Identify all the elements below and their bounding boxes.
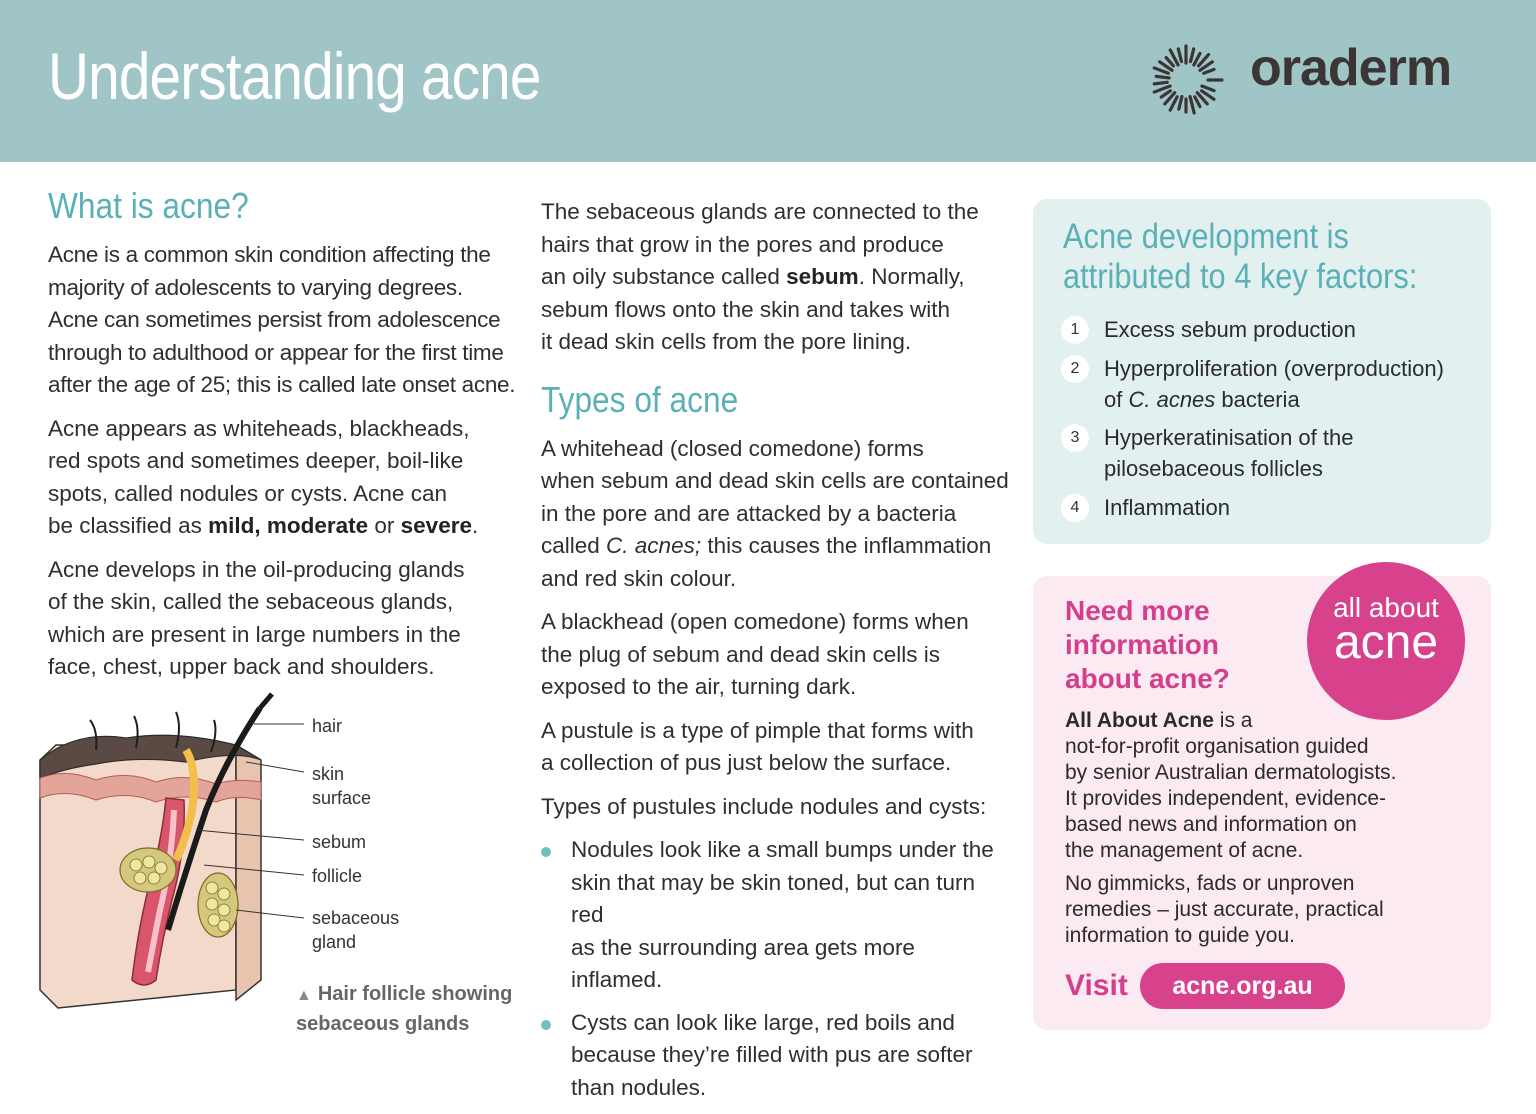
whitehead-text-end: this causes the inflammation and red skin colour.	[541, 533, 992, 591]
hair-follicle-diagram	[36, 690, 513, 1040]
badge-text-top: all about	[1333, 592, 1439, 623]
promo-paragraph-1	[1065, 708, 1465, 864]
website-link-button[interactable]: acne.org.au	[1140, 963, 1345, 1009]
p2-period: .	[471, 513, 479, 538]
bullet-text-cysts: Cysts can look like large, red boils and because they’re filled with pus are softer than nodules.	[571, 1009, 973, 1100]
pustule-types-list	[541, 834, 1011, 1104]
sebaceous-glands-paragraph	[541, 196, 1011, 359]
more-information-box	[1033, 576, 1491, 1030]
list-item	[541, 1007, 1011, 1105]
factor-text: Hyperkeratinisation of the pilosebaceous follicles	[1104, 425, 1354, 481]
bullet-text-nodules: Nodules look like a small bumps under the skin that may be skin toned, but can turn red as the surrounding area gets more inflamed.	[571, 837, 994, 992]
pustule-types-paragraph: Types of pustules include nodules and cysts:	[541, 793, 987, 819]
intro-text-end: . Normally, sebum flows onto the skin and takes with it dead skin cells from the pore lining.	[541, 264, 965, 354]
severity-mild-moderate: mild, moderate	[208, 513, 369, 538]
whitehead-text-start: A whitehead (closed comedone) forms when sebum and dead skin cells are contained in the pore and are attacked by a bacteria called	[541, 435, 1009, 558]
factor-text: Inflammation	[1104, 495, 1230, 520]
whitehead-paragraph	[541, 433, 1011, 596]
label-follicle: follicle	[312, 866, 363, 886]
key-factors-box	[1033, 199, 1491, 544]
factor-2-text-start: Hyperproliferation (overproduction) of	[1104, 356, 1444, 412]
bullet-dot-icon	[541, 847, 551, 857]
what-is-acne-paragraph-3: Acne develops in the oil-producing glands of the skin, called the sebaceous glands, which are present in large numbers in the face, chest, upper back and shoulders.	[48, 556, 465, 679]
triangle-up-icon: ▲	[296, 987, 312, 1004]
blackhead-paragraph: A blackhead (open comedone) forms when the plug of sebum and dead skin cells is exposed to the air, turning dark.	[541, 609, 969, 699]
label-sebum: sebum	[312, 832, 367, 852]
factor-2-text-end: bacteria	[1215, 387, 1300, 412]
factor-number: 1	[1061, 316, 1089, 344]
visit-label: Visit	[1065, 969, 1128, 1002]
key-factors-heading: Acne development is attributed to 4 key factors:	[1063, 217, 1418, 296]
oraderm-logo	[1146, 40, 1506, 110]
oraderm-sunburst-icon	[1146, 40, 1226, 120]
factor-number: 4	[1061, 494, 1089, 522]
p2-or: or	[368, 513, 401, 538]
types-of-acne-column	[541, 196, 1011, 1114]
factor-number: 3	[1061, 424, 1089, 452]
page-title: Understanding acne	[48, 39, 541, 113]
logo-text: oraderm	[1250, 39, 1452, 97]
skin-cross-section-illustration	[36, 690, 316, 1020]
what-is-acne-paragraph-1: Acne is a common skin condition affecting the majority of adolescents to varying degrees. Acne can sometimes persist from adolescence through to adulthood or appear for the first time after the age of 25; this is called late onset acne.	[48, 242, 516, 397]
c-acnes-term: C. acnes;	[606, 533, 702, 558]
types-of-acne-heading: Types of acne	[541, 378, 739, 420]
what-is-acne-section	[48, 185, 518, 695]
organisation-name: All About Acne	[1065, 709, 1214, 732]
sebum-term: sebum	[786, 264, 859, 289]
factor-number: 2	[1061, 355, 1089, 383]
what-is-acne-heading: What is acne?	[48, 185, 249, 226]
pustule-paragraph: A pustule is a type of pimple that forms with a collection of pus just below the surface.	[541, 717, 974, 775]
promo-paragraph-2: No gimmicks, fads or unproven remedies – just accurate, practical information to guide you.	[1065, 872, 1384, 947]
label-skin-surface: skin surface	[312, 764, 372, 808]
factor-text	[1104, 353, 1484, 415]
promo-p1-text: is a not-for-profit organisation guided by senior Australian dermatologists. It provides independent, evidence- based news and information on the management of acne.	[1065, 709, 1397, 862]
intro-text-start: The sebaceous glands are connected to the hairs that grow in the pores and produce an oily substance called	[541, 199, 979, 289]
list-item	[541, 834, 1011, 997]
label-sebaceous-gland: sebaceous gland	[312, 908, 400, 952]
badge-text-bottom: acne	[1333, 616, 1439, 669]
what-is-acne-paragraph-2	[48, 413, 518, 543]
label-hair: hair	[312, 716, 343, 736]
all-about-acne-logo[interactable]	[1307, 562, 1465, 720]
bullet-dot-icon	[541, 1020, 551, 1030]
p2-text-start: Acne appears as whiteheads, blackheads, red spots and sometimes deeper, boil-like spots, called nodules or cysts. Acne can be classified as	[48, 415, 470, 538]
c-acnes-term: C. acnes	[1128, 387, 1216, 412]
diagram-caption	[296, 980, 516, 1038]
promo-heading: Need more information about acne?	[1065, 595, 1230, 694]
header-banner	[0, 0, 1536, 162]
factor-text: Excess sebum production	[1104, 317, 1356, 342]
severity-severe: severe	[400, 513, 472, 538]
caption-text: Hair follicle showing sebaceous glands	[296, 983, 513, 1035]
